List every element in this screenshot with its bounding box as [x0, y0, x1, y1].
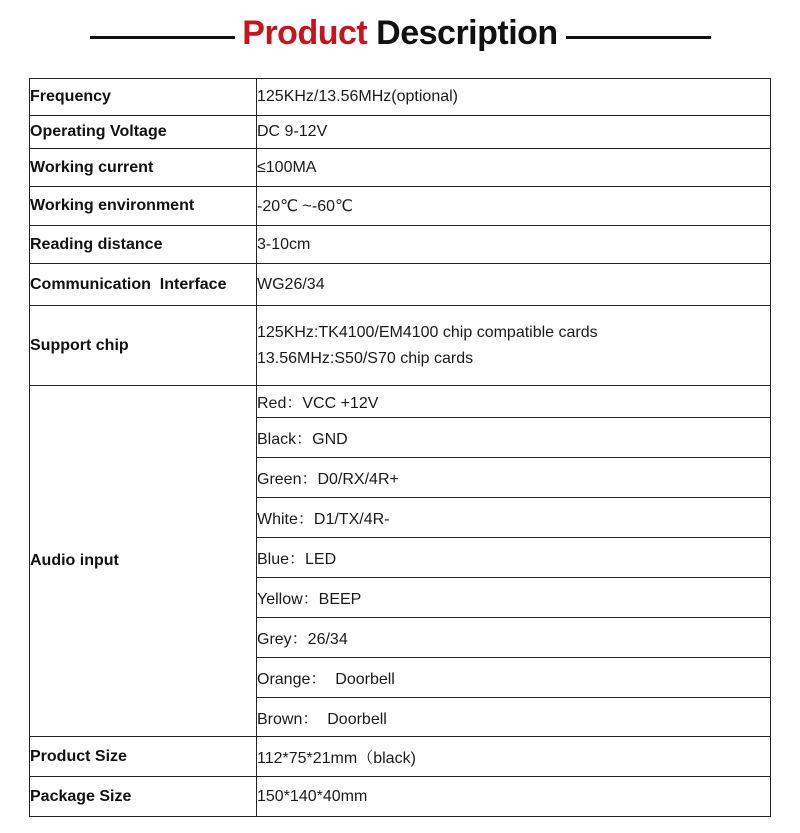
wire-orange: Orange： Doorbell [257, 658, 771, 698]
row-package-size [30, 777, 771, 817]
chip-line-125khz: 125KHz:TK4100/EM4100 chip compatible cards [257, 323, 598, 341]
label-product-size: Product Size [30, 737, 257, 777]
value-package-size: 150*140*40mm [257, 777, 771, 817]
label-chip: Support chip [30, 306, 257, 386]
label-interface: Communication Interface [30, 264, 257, 306]
title-word-description: Description [376, 14, 558, 52]
value-chip [257, 306, 771, 386]
wire-yellow: Yellow：BEEP [257, 578, 771, 618]
value-voltage: DC 9-12V [257, 116, 771, 149]
label-package-size: Package Size [30, 777, 257, 817]
header-rule-right [566, 36, 711, 39]
label-environment: Working environment [30, 187, 257, 226]
header-rule-left [90, 36, 235, 39]
row-voltage [30, 116, 771, 149]
row-product-size [30, 737, 771, 777]
label-current: Working current [30, 149, 257, 187]
value-product-size: 112*75*21mm（black) [257, 737, 771, 777]
spec-table [29, 78, 771, 817]
row-frequency [30, 79, 771, 116]
row-interface [30, 264, 771, 306]
value-distance: 3-10cm [257, 226, 771, 264]
label-frequency: Frequency [30, 79, 257, 116]
chip-line-1356mhz: 13.56MHz:S50/S70 chip cards [257, 349, 474, 367]
row-environment [30, 187, 771, 226]
row-current [30, 149, 771, 187]
wire-red: Red：VCC +12V [257, 386, 771, 418]
wire-green: Green：D0/RX/4R+ [257, 458, 771, 498]
label-audio: Audio input [30, 386, 257, 737]
label-voltage: Operating Voltage [30, 116, 257, 149]
row-chip [30, 306, 771, 386]
value-frequency: 125KHz/13.56MHz(optional) [257, 79, 771, 116]
wire-brown: Brown： Doorbell [257, 698, 771, 737]
wire-white: White：D1/TX/4R- [257, 498, 771, 538]
value-current: ≤100MA [257, 149, 771, 187]
wire-blue: Blue：LED [257, 538, 771, 578]
value-interface: WG26/34 [257, 264, 771, 306]
wire-grey: Grey：26/34 [257, 618, 771, 658]
page-title [238, 14, 562, 53]
label-distance: Reading distance [30, 226, 257, 264]
row-distance [30, 226, 771, 264]
wire-black: Black：GND [257, 418, 771, 458]
value-environment: -20℃ ~-60℃ [257, 187, 771, 226]
section-header [0, 0, 800, 70]
title-word-product: Product [242, 14, 368, 52]
row-audio-wire [30, 386, 771, 418]
